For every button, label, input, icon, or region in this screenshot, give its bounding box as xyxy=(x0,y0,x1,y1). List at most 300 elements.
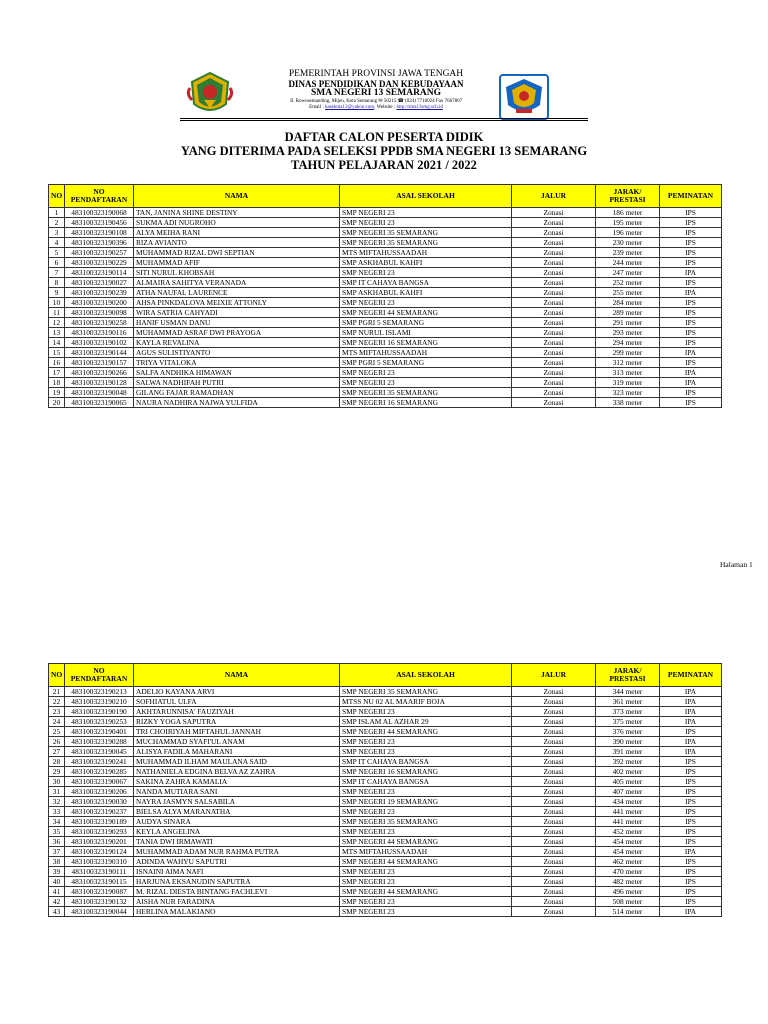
cell-asal-sekolah: SMP NEGERI 23 xyxy=(340,807,512,817)
cell-jalur: Zonasi xyxy=(512,328,596,338)
cell-jalur: Zonasi xyxy=(512,727,596,737)
cell-asal-sekolah: SMP ASKHABUL KAHFI xyxy=(340,288,512,298)
cell-no-pendaftaran: 483100323190401 xyxy=(65,727,134,737)
cell-jalur: Zonasi xyxy=(512,697,596,707)
cell-asal-sekolah: MTSS NU 02 AL MAARIF BOJA xyxy=(340,697,512,707)
academic-year: TAHUN PELAJARAN 2021 / 2022 xyxy=(291,158,477,172)
cell-jalur: Zonasi xyxy=(512,248,596,258)
col-header-no: NO xyxy=(49,664,65,687)
cell-no: 7 xyxy=(49,268,65,278)
cell-nama: SITI NURUL KHOBSAH xyxy=(134,268,340,278)
table-row xyxy=(49,837,722,847)
cell-jarak: 344 meter xyxy=(596,687,660,697)
cell-asal-sekolah: SMP ASKHABUL KAHFI xyxy=(340,258,512,268)
col-header-no-pendaftaran: NO PENDAFTARAN xyxy=(65,185,134,208)
cell-peminatan: IPS xyxy=(660,797,722,807)
col-header-peminatan: PEMINATAN xyxy=(660,664,722,687)
table-row xyxy=(49,777,722,787)
cell-no: 36 xyxy=(49,837,65,847)
cell-nama: KEYLA ANGELINA xyxy=(134,827,340,837)
cell-no-pendaftaran: 483100323190257 xyxy=(65,248,134,258)
cell-no-pendaftaran: 483100323190027 xyxy=(65,278,134,288)
cell-no: 41 xyxy=(49,887,65,897)
table-row xyxy=(49,857,722,867)
col-header-jarak: JARAK/ PRESTASI xyxy=(596,185,660,208)
website-link[interactable]: http://sma13smg.sch.id xyxy=(396,104,443,110)
cell-no-pendaftaran: 483100323190239 xyxy=(65,288,134,298)
table-row xyxy=(49,747,722,757)
cell-peminatan: IPA xyxy=(660,378,722,388)
col-header-asal-sekolah: ASAL SEKOLAH xyxy=(340,664,512,687)
accepted-students-table-page-1 xyxy=(48,184,722,408)
cell-no: 6 xyxy=(49,258,65,268)
cell-no: 3 xyxy=(49,228,65,238)
cell-asal-sekolah: SMP NEGERI 23 xyxy=(340,877,512,887)
table-row xyxy=(49,767,722,777)
cell-peminatan: IPS xyxy=(660,388,722,398)
cell-no-pendaftaran: 483100323190067 xyxy=(65,777,134,787)
cell-nama: ISNAINI AIMA NAFI xyxy=(134,867,340,877)
cell-asal-sekolah: SMP NEGERI 44 SEMARANG xyxy=(340,837,512,847)
cell-jalur: Zonasi xyxy=(512,847,596,857)
table-row xyxy=(49,847,722,857)
cell-asal-sekolah: SMP NEGERI 16 SEMARANG xyxy=(340,338,512,348)
cell-nama: ATHA NAUFAL LAURENCE xyxy=(134,288,340,298)
table-row xyxy=(49,877,722,887)
cell-asal-sekolah: SMP NEGERI 23 xyxy=(340,218,512,228)
cell-no-pendaftaran: 483100323190128 xyxy=(65,378,134,388)
cell-nama: NANDA MUTIARA SANI xyxy=(134,787,340,797)
cell-jalur: Zonasi xyxy=(512,887,596,897)
table-row xyxy=(49,338,722,348)
cell-jalur: Zonasi xyxy=(512,717,596,727)
cell-no: 39 xyxy=(49,867,65,877)
cell-jarak: 452 meter xyxy=(596,827,660,837)
cell-asal-sekolah: SMP NEGERI 35 SEMARANG xyxy=(340,238,512,248)
cell-asal-sekolah: SMP IT CAHAYA BANGSA xyxy=(340,757,512,767)
letterhead xyxy=(186,70,581,120)
cell-asal-sekolah: SMP NEGERI 23 xyxy=(340,737,512,747)
cell-jarak: 405 meter xyxy=(596,777,660,787)
cell-nama: ALISYA FADILA MAHARANI xyxy=(134,747,340,757)
cell-jalur: Zonasi xyxy=(512,218,596,228)
cell-no: 27 xyxy=(49,747,65,757)
cell-asal-sekolah: SMP NEGERI 23 xyxy=(340,787,512,797)
cell-asal-sekolah: SMP IT CAHAYA BANGSA xyxy=(340,777,512,787)
cell-peminatan: IPS xyxy=(660,258,722,268)
cell-no-pendaftaran: 483100323190206 xyxy=(65,787,134,797)
cell-peminatan: IPS xyxy=(660,208,722,218)
cell-nama: SOFHIATUL ULFA xyxy=(134,697,340,707)
cell-peminatan: IPS xyxy=(660,827,722,837)
cell-no-pendaftaran: 483100323190087 xyxy=(65,887,134,897)
letterhead-divider xyxy=(180,118,588,119)
cell-peminatan: IPS xyxy=(660,278,722,288)
cell-jalur: Zonasi xyxy=(512,897,596,907)
cell-jalur: Zonasi xyxy=(512,378,596,388)
cell-no: 16 xyxy=(49,358,65,368)
cell-peminatan: IPA xyxy=(660,907,722,917)
table-row xyxy=(49,757,722,767)
cell-jarak: 361 meter xyxy=(596,697,660,707)
cell-peminatan: IPA xyxy=(660,288,722,298)
school-contact xyxy=(226,105,526,110)
letterhead-text xyxy=(226,70,526,110)
cell-nama: ADELIO KAYANA ARVI xyxy=(134,687,340,697)
cell-jarak: 454 meter xyxy=(596,847,660,857)
table-row xyxy=(49,737,722,747)
cell-no-pendaftaran: 483100323190456 xyxy=(65,218,134,228)
cell-peminatan: IPS xyxy=(660,777,722,787)
cell-nama: NATHANIELA EDGINA BELVA AZ ZAHRA xyxy=(134,767,340,777)
cell-asal-sekolah: MTS MIFTAHUSSAADAH xyxy=(340,847,512,857)
cell-peminatan: IPA xyxy=(660,697,722,707)
website-label: , Website : xyxy=(374,104,396,110)
cell-no-pendaftaran: 483100323190229 xyxy=(65,258,134,268)
table-row xyxy=(49,897,722,907)
cell-peminatan: IPA xyxy=(660,847,722,857)
letterhead-divider xyxy=(180,120,588,121)
cell-no: 8 xyxy=(49,278,65,288)
cell-peminatan: IPS xyxy=(660,308,722,318)
cell-jalur: Zonasi xyxy=(512,827,596,837)
cell-jarak: 508 meter xyxy=(596,897,660,907)
cell-nama: GILANG FAJAR RAMADHAN xyxy=(134,388,340,398)
cell-no: 38 xyxy=(49,857,65,867)
cell-no-pendaftaran: 483100323190068 xyxy=(65,208,134,218)
table-row xyxy=(49,817,722,827)
table-row xyxy=(49,697,722,707)
cell-no: 33 xyxy=(49,807,65,817)
cell-jalur: Zonasi xyxy=(512,228,596,238)
cell-peminatan: IPS xyxy=(660,228,722,238)
cell-asal-sekolah: SMP NEGERI 23 xyxy=(340,707,512,717)
cell-jalur: Zonasi xyxy=(512,907,596,917)
cell-no-pendaftaran: 483100323190396 xyxy=(65,238,134,248)
cell-jarak: 441 meter xyxy=(596,817,660,827)
cell-jalur: Zonasi xyxy=(512,208,596,218)
cell-asal-sekolah: MTS MIFTAHUSSAADAH xyxy=(340,348,512,358)
cell-peminatan: IPS xyxy=(660,857,722,867)
cell-jarak: 392 meter xyxy=(596,757,660,767)
cell-asal-sekolah: SMP NEGERI 35 SEMARANG xyxy=(340,817,512,827)
cell-jalur: Zonasi xyxy=(512,398,596,408)
government-name: PEMERINTAH PROVINSI JAWA TENGAH xyxy=(288,69,464,79)
cell-no-pendaftaran: 483100323190116 xyxy=(65,328,134,338)
cell-jarak: 454 meter xyxy=(596,837,660,847)
cell-asal-sekolah: SMP PGRI 5 SEMARANG xyxy=(340,358,512,368)
cell-nama: AKHTARUNNISA' FAUZIYAH xyxy=(134,707,340,717)
cell-peminatan: IPS xyxy=(660,398,722,408)
cell-jalur: Zonasi xyxy=(512,288,596,298)
cell-nama: RIZKY YOGA SAPUTRA xyxy=(134,717,340,727)
table-row xyxy=(49,807,722,817)
cell-no-pendaftaran: 483100323190189 xyxy=(65,817,134,827)
cell-peminatan: IPS xyxy=(660,817,722,827)
cell-jarak: 441 meter xyxy=(596,807,660,817)
cell-nama: SAKINA ZAHRA KAMALIA xyxy=(134,777,340,787)
cell-jarak: 186 meter xyxy=(596,208,660,218)
cell-nama: MUHAMMAD ADAM NUR RAHMA PUTRA xyxy=(134,847,340,857)
cell-no-pendaftaran: 483100323190210 xyxy=(65,697,134,707)
cell-nama: ADINDA WAHYU SAPUTRI xyxy=(134,857,340,867)
col-header-jalur: JALUR xyxy=(512,185,596,208)
cell-no-pendaftaran: 483100323190048 xyxy=(65,388,134,398)
cell-jalur: Zonasi xyxy=(512,707,596,717)
cell-asal-sekolah: MTS MIFTAHUSSAADAH xyxy=(340,248,512,258)
school-address: Jl. Rowosemanding, Mijen, Kota Semarang ✉ 50215 ☎ (024) 7710024 Fax 7667807 xyxy=(289,99,463,105)
cell-jarak: 390 meter xyxy=(596,737,660,747)
cell-jalur: Zonasi xyxy=(512,368,596,378)
cell-nama: MUHAMMAD ASRAF DWI PRAYOGA xyxy=(134,328,340,338)
cell-peminatan: IPS xyxy=(660,887,722,897)
cell-nama: RIZA AVIANTO xyxy=(134,238,340,248)
col-header-jalur: JALUR xyxy=(512,664,596,687)
cell-jarak: 244 meter xyxy=(596,258,660,268)
cell-asal-sekolah: SMP NEGERI 23 xyxy=(340,298,512,308)
cell-no-pendaftaran: 483100323190108 xyxy=(65,228,134,238)
cell-nama: SUKMA ADI NUGROHO xyxy=(134,218,340,228)
table-header-row xyxy=(49,664,722,687)
cell-no-pendaftaran: 483100323190213 xyxy=(65,687,134,697)
cell-asal-sekolah: SMP NEGERI 23 xyxy=(340,208,512,218)
cell-jalur: Zonasi xyxy=(512,747,596,757)
cell-jalur: Zonasi xyxy=(512,737,596,747)
table-row xyxy=(49,248,722,258)
table-row xyxy=(49,867,722,877)
cell-no: 10 xyxy=(49,298,65,308)
school-crest-logo xyxy=(498,73,550,121)
cell-asal-sekolah: SMP NEGERI 23 xyxy=(340,268,512,278)
cell-no-pendaftaran: 483100323190201 xyxy=(65,837,134,847)
cell-jarak: 230 meter xyxy=(596,238,660,248)
document-title: DAFTAR CALON PESERTA DIDIK xyxy=(284,130,484,144)
table-row xyxy=(49,288,722,298)
cell-jalur: Zonasi xyxy=(512,278,596,288)
cell-no: 35 xyxy=(49,827,65,837)
cell-no-pendaftaran: 483100323190132 xyxy=(65,897,134,907)
col-header-peminatan: PEMINATAN xyxy=(660,185,722,208)
cell-peminatan: IPS xyxy=(660,727,722,737)
cell-jalur: Zonasi xyxy=(512,817,596,827)
table-row xyxy=(49,208,722,218)
cell-asal-sekolah: SMP NEGERI 23 xyxy=(340,827,512,837)
cell-jarak: 470 meter xyxy=(596,867,660,877)
cell-nama: TANIA DWI IRMAWATI xyxy=(134,837,340,847)
email-label: Email : xyxy=(309,104,324,110)
cell-no: 29 xyxy=(49,767,65,777)
cell-jalur: Zonasi xyxy=(512,807,596,817)
cell-peminatan: IPA xyxy=(660,368,722,378)
cell-no-pendaftaran: 483100323190285 xyxy=(65,767,134,777)
cell-nama: AUDYA SINARA xyxy=(134,817,340,827)
cell-jalur: Zonasi xyxy=(512,757,596,767)
table-row xyxy=(49,298,722,308)
cell-no: 22 xyxy=(49,697,65,707)
cell-jalur: Zonasi xyxy=(512,857,596,867)
cell-jarak: 294 meter xyxy=(596,338,660,348)
table-row xyxy=(49,328,722,338)
cell-jarak: 391 meter xyxy=(596,747,660,757)
cell-nama: KAYLA REVALINA xyxy=(134,338,340,348)
cell-peminatan: IPS xyxy=(660,298,722,308)
table-row xyxy=(49,278,722,288)
cell-jalur: Zonasi xyxy=(512,388,596,398)
cell-asal-sekolah: SMP NEGERI 35 SEMARANG xyxy=(340,228,512,238)
cell-no-pendaftaran: 483100323190102 xyxy=(65,338,134,348)
cell-jarak: 293 meter xyxy=(596,328,660,338)
cell-peminatan: IPS xyxy=(660,787,722,797)
cell-nama: WIRA SATRIA CAHYADI xyxy=(134,308,340,318)
cell-peminatan: IPS xyxy=(660,867,722,877)
cell-jarak: 514 meter xyxy=(596,907,660,917)
cell-peminatan: IPS xyxy=(660,318,722,328)
table-row xyxy=(49,268,722,278)
department-name: DINAS PENDIDIKAN DAN KEBUDAYAAN xyxy=(288,78,464,89)
cell-asal-sekolah: SMP NEGERI 44 SEMARANG xyxy=(340,857,512,867)
cell-asal-sekolah: SMP NEGERI 23 xyxy=(340,907,512,917)
cell-no: 25 xyxy=(49,727,65,737)
cell-nama: HANIF USMAN DANU xyxy=(134,318,340,328)
cell-no: 4 xyxy=(49,238,65,248)
cell-no: 14 xyxy=(49,338,65,348)
cell-asal-sekolah: SMP NEGERI 19 SEMARANG xyxy=(340,797,512,807)
cell-nama: SALFA ANDHIKA HIMAWAN xyxy=(134,368,340,378)
cell-no-pendaftaran: 483100323190190 xyxy=(65,707,134,717)
cell-jarak: 496 meter xyxy=(596,887,660,897)
cell-nama: ALMAIRA SAHITYA VERANADA xyxy=(134,278,340,288)
table-row xyxy=(49,218,722,228)
cell-nama: MUCHAMMAD SYAFI'UL ANAM xyxy=(134,737,340,747)
cell-nama: TAN, JANINA SHINE DESTINY xyxy=(134,208,340,218)
cell-peminatan: IPS xyxy=(660,877,722,887)
cell-nama: HERLINA MALAKIANO xyxy=(134,907,340,917)
table-row xyxy=(49,378,722,388)
cell-peminatan: IPS xyxy=(660,358,722,368)
cell-no: 18 xyxy=(49,378,65,388)
cell-jarak: 462 meter xyxy=(596,857,660,867)
cell-jalur: Zonasi xyxy=(512,338,596,348)
cell-no: 32 xyxy=(49,797,65,807)
cell-no-pendaftaran: 483100323190258 xyxy=(65,318,134,328)
cell-jarak: 373 meter xyxy=(596,707,660,717)
cell-jarak: 196 meter xyxy=(596,228,660,238)
table-row xyxy=(49,727,722,737)
cell-nama: SALWA NADHIFAH PUTRI xyxy=(134,378,340,388)
cell-no: 26 xyxy=(49,737,65,747)
cell-asal-sekolah: SMP NEGERI 23 xyxy=(340,747,512,757)
cell-jalur: Zonasi xyxy=(512,268,596,278)
cell-no-pendaftaran: 483100323190288 xyxy=(65,737,134,747)
cell-jarak: 284 meter xyxy=(596,298,660,308)
table-row xyxy=(49,887,722,897)
cell-nama: M. RIZAL DIESTA BINTANG FACHLEVI xyxy=(134,887,340,897)
cell-jarak: 313 meter xyxy=(596,368,660,378)
cell-jarak: 252 meter xyxy=(596,278,660,288)
cell-jalur: Zonasi xyxy=(512,777,596,787)
table-row xyxy=(49,238,722,248)
cell-no-pendaftaran: 483100323190266 xyxy=(65,368,134,378)
table-row xyxy=(49,258,722,268)
cell-peminatan: IPS xyxy=(660,837,722,847)
table-row xyxy=(49,827,722,837)
cell-peminatan: IPS xyxy=(660,248,722,258)
cell-no-pendaftaran: 483100323190293 xyxy=(65,827,134,837)
cell-jalur: Zonasi xyxy=(512,687,596,697)
cell-no: 24 xyxy=(49,717,65,727)
document-subtitle: YANG DITERIMA PADA SELEKSI PPDB SMA NEGERI 13 SEMARANG xyxy=(180,144,588,158)
cell-no-pendaftaran: 483100323190044 xyxy=(65,907,134,917)
cell-nama: TRIYA VITALOKA xyxy=(134,358,340,368)
cell-jalur: Zonasi xyxy=(512,258,596,268)
cell-jalur: Zonasi xyxy=(512,867,596,877)
table-row xyxy=(49,368,722,378)
cell-jalur: Zonasi xyxy=(512,787,596,797)
cell-asal-sekolah: SMP NEGERI 44 SEMARANG xyxy=(340,308,512,318)
cell-no-pendaftaran: 483100323190065 xyxy=(65,398,134,408)
cell-no: 20 xyxy=(49,398,65,408)
cell-no: 40 xyxy=(49,877,65,887)
cell-jarak: 434 meter xyxy=(596,797,660,807)
cell-peminatan: IPA xyxy=(660,707,722,717)
cell-no: 13 xyxy=(49,328,65,338)
cell-asal-sekolah: SMP NEGERI 44 SEMARANG xyxy=(340,887,512,897)
school-name: SMA NEGERI 13 SEMARANG xyxy=(310,88,442,99)
table-row xyxy=(49,358,722,368)
cell-no-pendaftaran: 483100323190124 xyxy=(65,847,134,857)
cell-asal-sekolah: SMP NURUL ISLAMI xyxy=(340,328,512,338)
table-row xyxy=(49,308,722,318)
table-row xyxy=(49,717,722,727)
cell-jalur: Zonasi xyxy=(512,767,596,777)
cell-peminatan: IPA xyxy=(660,737,722,747)
cell-jarak: 255 meter xyxy=(596,288,660,298)
cell-peminatan: IPA xyxy=(660,717,722,727)
cell-no: 28 xyxy=(49,757,65,767)
cell-nama: HARJUNA EKSANUDIN SAPUTRA xyxy=(134,877,340,887)
cell-nama: AHSA PINKDALOVA MEIXIE ATTONLY xyxy=(134,298,340,308)
cell-jarak: 239 meter xyxy=(596,248,660,258)
cell-asal-sekolah: SMP NEGERI 16 SEMARANG xyxy=(340,398,512,408)
col-header-asal-sekolah: ASAL SEKOLAH xyxy=(340,185,512,208)
cell-asal-sekolah: SMP NEGERI 23 xyxy=(340,368,512,378)
cell-no: 30 xyxy=(49,777,65,787)
cell-peminatan: IPA xyxy=(660,687,722,697)
table-row xyxy=(49,907,722,917)
cell-peminatan: IPA xyxy=(660,747,722,757)
email-link[interactable]: kasekma13@yahoo.com xyxy=(324,104,375,110)
table-row xyxy=(49,797,722,807)
cell-no: 43 xyxy=(49,907,65,917)
cell-no: 37 xyxy=(49,847,65,857)
cell-jalur: Zonasi xyxy=(512,308,596,318)
cell-jarak: 376 meter xyxy=(596,727,660,737)
cell-asal-sekolah: SMP ISLAM AL AZHAR 29 xyxy=(340,717,512,727)
cell-jarak: 407 meter xyxy=(596,787,660,797)
cell-peminatan: IPS xyxy=(660,218,722,228)
cell-jalur: Zonasi xyxy=(512,837,596,847)
col-header-no-pendaftaran: NO PENDAFTARAN xyxy=(65,664,134,687)
cell-jarak: 338 meter xyxy=(596,398,660,408)
cell-peminatan: IPS xyxy=(660,807,722,817)
cell-nama: BIELSA ALYA MARANATHA xyxy=(134,807,340,817)
cell-no: 34 xyxy=(49,817,65,827)
table-row xyxy=(49,687,722,697)
cell-no: 2 xyxy=(49,218,65,228)
cell-jarak: 323 meter xyxy=(596,388,660,398)
cell-no-pendaftaran: 483100323190144 xyxy=(65,348,134,358)
cell-jalur: Zonasi xyxy=(512,797,596,807)
